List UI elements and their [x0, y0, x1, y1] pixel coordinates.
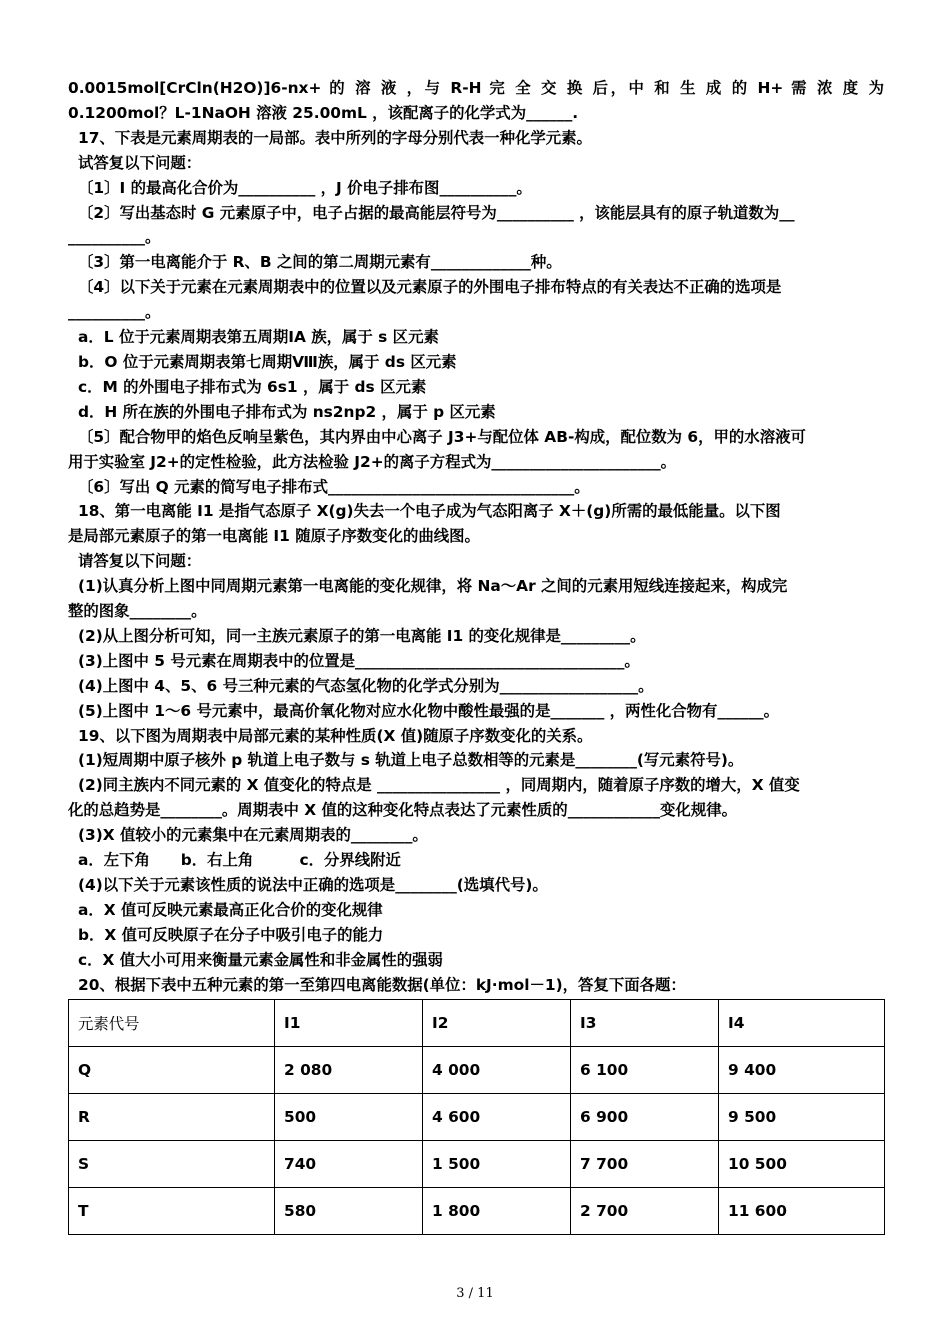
option-line: b．O 位于元素周期表第七周期Ⅷ族，属于 ds 区元素 [78, 352, 457, 371]
table-cell: T [69, 1188, 275, 1235]
option-line: a．X 值可反映元素最高正化合价的变化规律 [78, 900, 383, 919]
text-line: 20、根据下表中五种元素的第一至第四电离能数据(单位：kJ·mol－1)，答复下面各题： [78, 975, 686, 994]
table-cell: 740 [275, 1141, 423, 1188]
table-cell: 10 500 [719, 1141, 885, 1188]
table-cell: 2 080 [275, 1047, 423, 1094]
text-line: 〔2〕写出基态时 G 元素原子中，电子占据的最高能层符号为__________ ，该能层具有的原子轨道数为__ [78, 203, 795, 222]
table-cell: Q [69, 1047, 275, 1094]
option-line: c．M 的外围电子排布式为 6s1 ，属于 ds 区元素 [78, 377, 427, 396]
table-cell: 6 900 [571, 1094, 719, 1141]
text-line: (2)同主族内不同元素的 X 值变化的特点是 ________________ ，同周期内，随着原子序数的增大，X 值变 [78, 776, 800, 795]
table-row [69, 1141, 885, 1188]
text-line: 〔1〕I 的最高化合价为__________ ，J 价电子排布图__________。 [78, 178, 532, 197]
text-line: 0.1200mol？L-1NaOH 溶液 25.00mL ，该配离子的化学式为______. [68, 103, 579, 122]
text-line: (3)上图中 5 号元素在周期表中的位置是___________________________________。 [78, 651, 640, 670]
text-line: 用于实验室 J2+的定性检验，此方法检验 J2+的离子方程式为______________________。 [68, 452, 677, 471]
table-header-row [69, 1000, 885, 1047]
table-cell: 500 [275, 1094, 423, 1141]
text-line: 0.0015mol[CrCln(H2O)]6-nx+ 的 溶 液 ，与 R-H 完 全 交 换 后，中 和 生 成 的 H+ 需 浓 度 为 [68, 79, 884, 97]
table-cell: 1 500 [423, 1141, 571, 1188]
text-line: 〔5〕配合物甲的焰色反响呈紫色，其内界由中心离子 J3+与配位体 AB-构成，配位数为 6，甲的水溶液可 [78, 427, 806, 446]
text-line: 〔3〕第一电离能介于 R、B 之间的第二周期元素有_____________种。 [78, 253, 562, 272]
table-cell: 1 800 [423, 1188, 571, 1235]
option-line: a．L 位于元素周期表第五周期ⅠA 族，属于 s 区元素 [78, 328, 439, 347]
table-row [69, 1188, 885, 1235]
text-line: (2)从上图分析可知，同一主族元素原子的第一电离能 I1 的变化规律是_________。 [78, 626, 646, 645]
page-number: 3 / 11 [456, 1286, 494, 1301]
table-cell: 580 [275, 1188, 423, 1235]
text-line: (4)上图中 4、5、6 号三种元素的气态氢化物的化学式分别为__________________。 [78, 676, 654, 695]
table-cell: 4 600 [423, 1094, 571, 1141]
table-cell: 9 500 [719, 1094, 885, 1141]
text-line: (1)认真分析上图中同周期元素第一电离能的变化规律，将 Na～Ar 之间的元素用短线连接起来，构成完 [78, 577, 788, 596]
text-line: 请答复以下问题： [78, 552, 202, 571]
text-line: 19、以下图为周期表中局部元素的某种性质(X 值)随原子序数变化的关系。 [78, 726, 593, 745]
table-cell: R [69, 1094, 275, 1141]
text-line: (5)上图中 1～6 号元素中，最高价氧化物对应水化物中酸性最强的是_______ ，两性化合物有______。 [78, 701, 779, 720]
table-cell: 9 400 [719, 1047, 885, 1094]
table-row [69, 1094, 885, 1141]
table-cell: 11 600 [719, 1188, 885, 1235]
text-line: 化的总趋势是________。周期表中 X 值的这种变化特点表达了元素性质的____________变化规律。 [68, 801, 737, 820]
text-line: 整的图象________。 [68, 602, 207, 621]
table-header-cell: I4 [719, 1000, 885, 1047]
table-cell: S [69, 1141, 275, 1188]
text-line: 是局部元素原子的第一电离能 I1 随原子序数变化的曲线图。 [68, 527, 480, 546]
ionization-energy-table [68, 999, 885, 1235]
option-line: b．X 值可反映原子在分子中吸引电子的能力 [78, 925, 384, 944]
option-line: d．H 所在族的外围电子排布式为 ns2np2 ，属于 p 区元素 [78, 402, 496, 421]
text-line: 试答复以下问题： [78, 153, 202, 172]
table-cell: 7 700 [571, 1141, 719, 1188]
table-cell: 6 100 [571, 1047, 719, 1094]
text-line: 17、下表是元素周期表的一局部。表中所列的字母分别代表一种化学元素。 [78, 128, 592, 147]
table-cell: 4 000 [423, 1047, 571, 1094]
text-line: 〔4〕以下关于元素在元素周期表中的位置以及元素原子的外围电子排布特点的有关表达不正确的选项是 [78, 278, 782, 297]
table-header-cell: I1 [275, 1000, 423, 1047]
option-line: c．X 值大小可用来衡量元素金属性和非金属性的强弱 [78, 950, 443, 969]
text-line: (4)以下关于元素该性质的说法中正确的选项是________(选填代号)。 [78, 876, 548, 894]
text-line: (3)X 值较小的元素集中在元素周期表的________。 [78, 826, 428, 845]
document-body [68, 76, 884, 998]
option-line: a．左下角 b．右上角 c．分界线附近 [78, 851, 401, 870]
text-line: 〔6〕写出 Q 元素的简写电子排布式________________________________。 [78, 477, 590, 496]
table-header-cell: I3 [571, 1000, 719, 1047]
table-row [69, 1047, 885, 1094]
text-line: __________。 [68, 228, 161, 247]
text-line: __________。 [68, 303, 161, 322]
text-line: (1)短周期中原子核外 p 轨道上电子数与 s 轨道上电子总数相等的元素是________(写元素符号)。 [78, 751, 744, 770]
text-line: 18、第一电离能 I1 是指气态原子 X(g)失去一个电子成为气态阳离子 X＋(g)所需的最低能量。以下图 [78, 502, 781, 521]
table-cell: 2 700 [571, 1188, 719, 1235]
table-header-cell: I2 [423, 1000, 571, 1047]
table-header-cell: 元素代号 [69, 1000, 275, 1047]
